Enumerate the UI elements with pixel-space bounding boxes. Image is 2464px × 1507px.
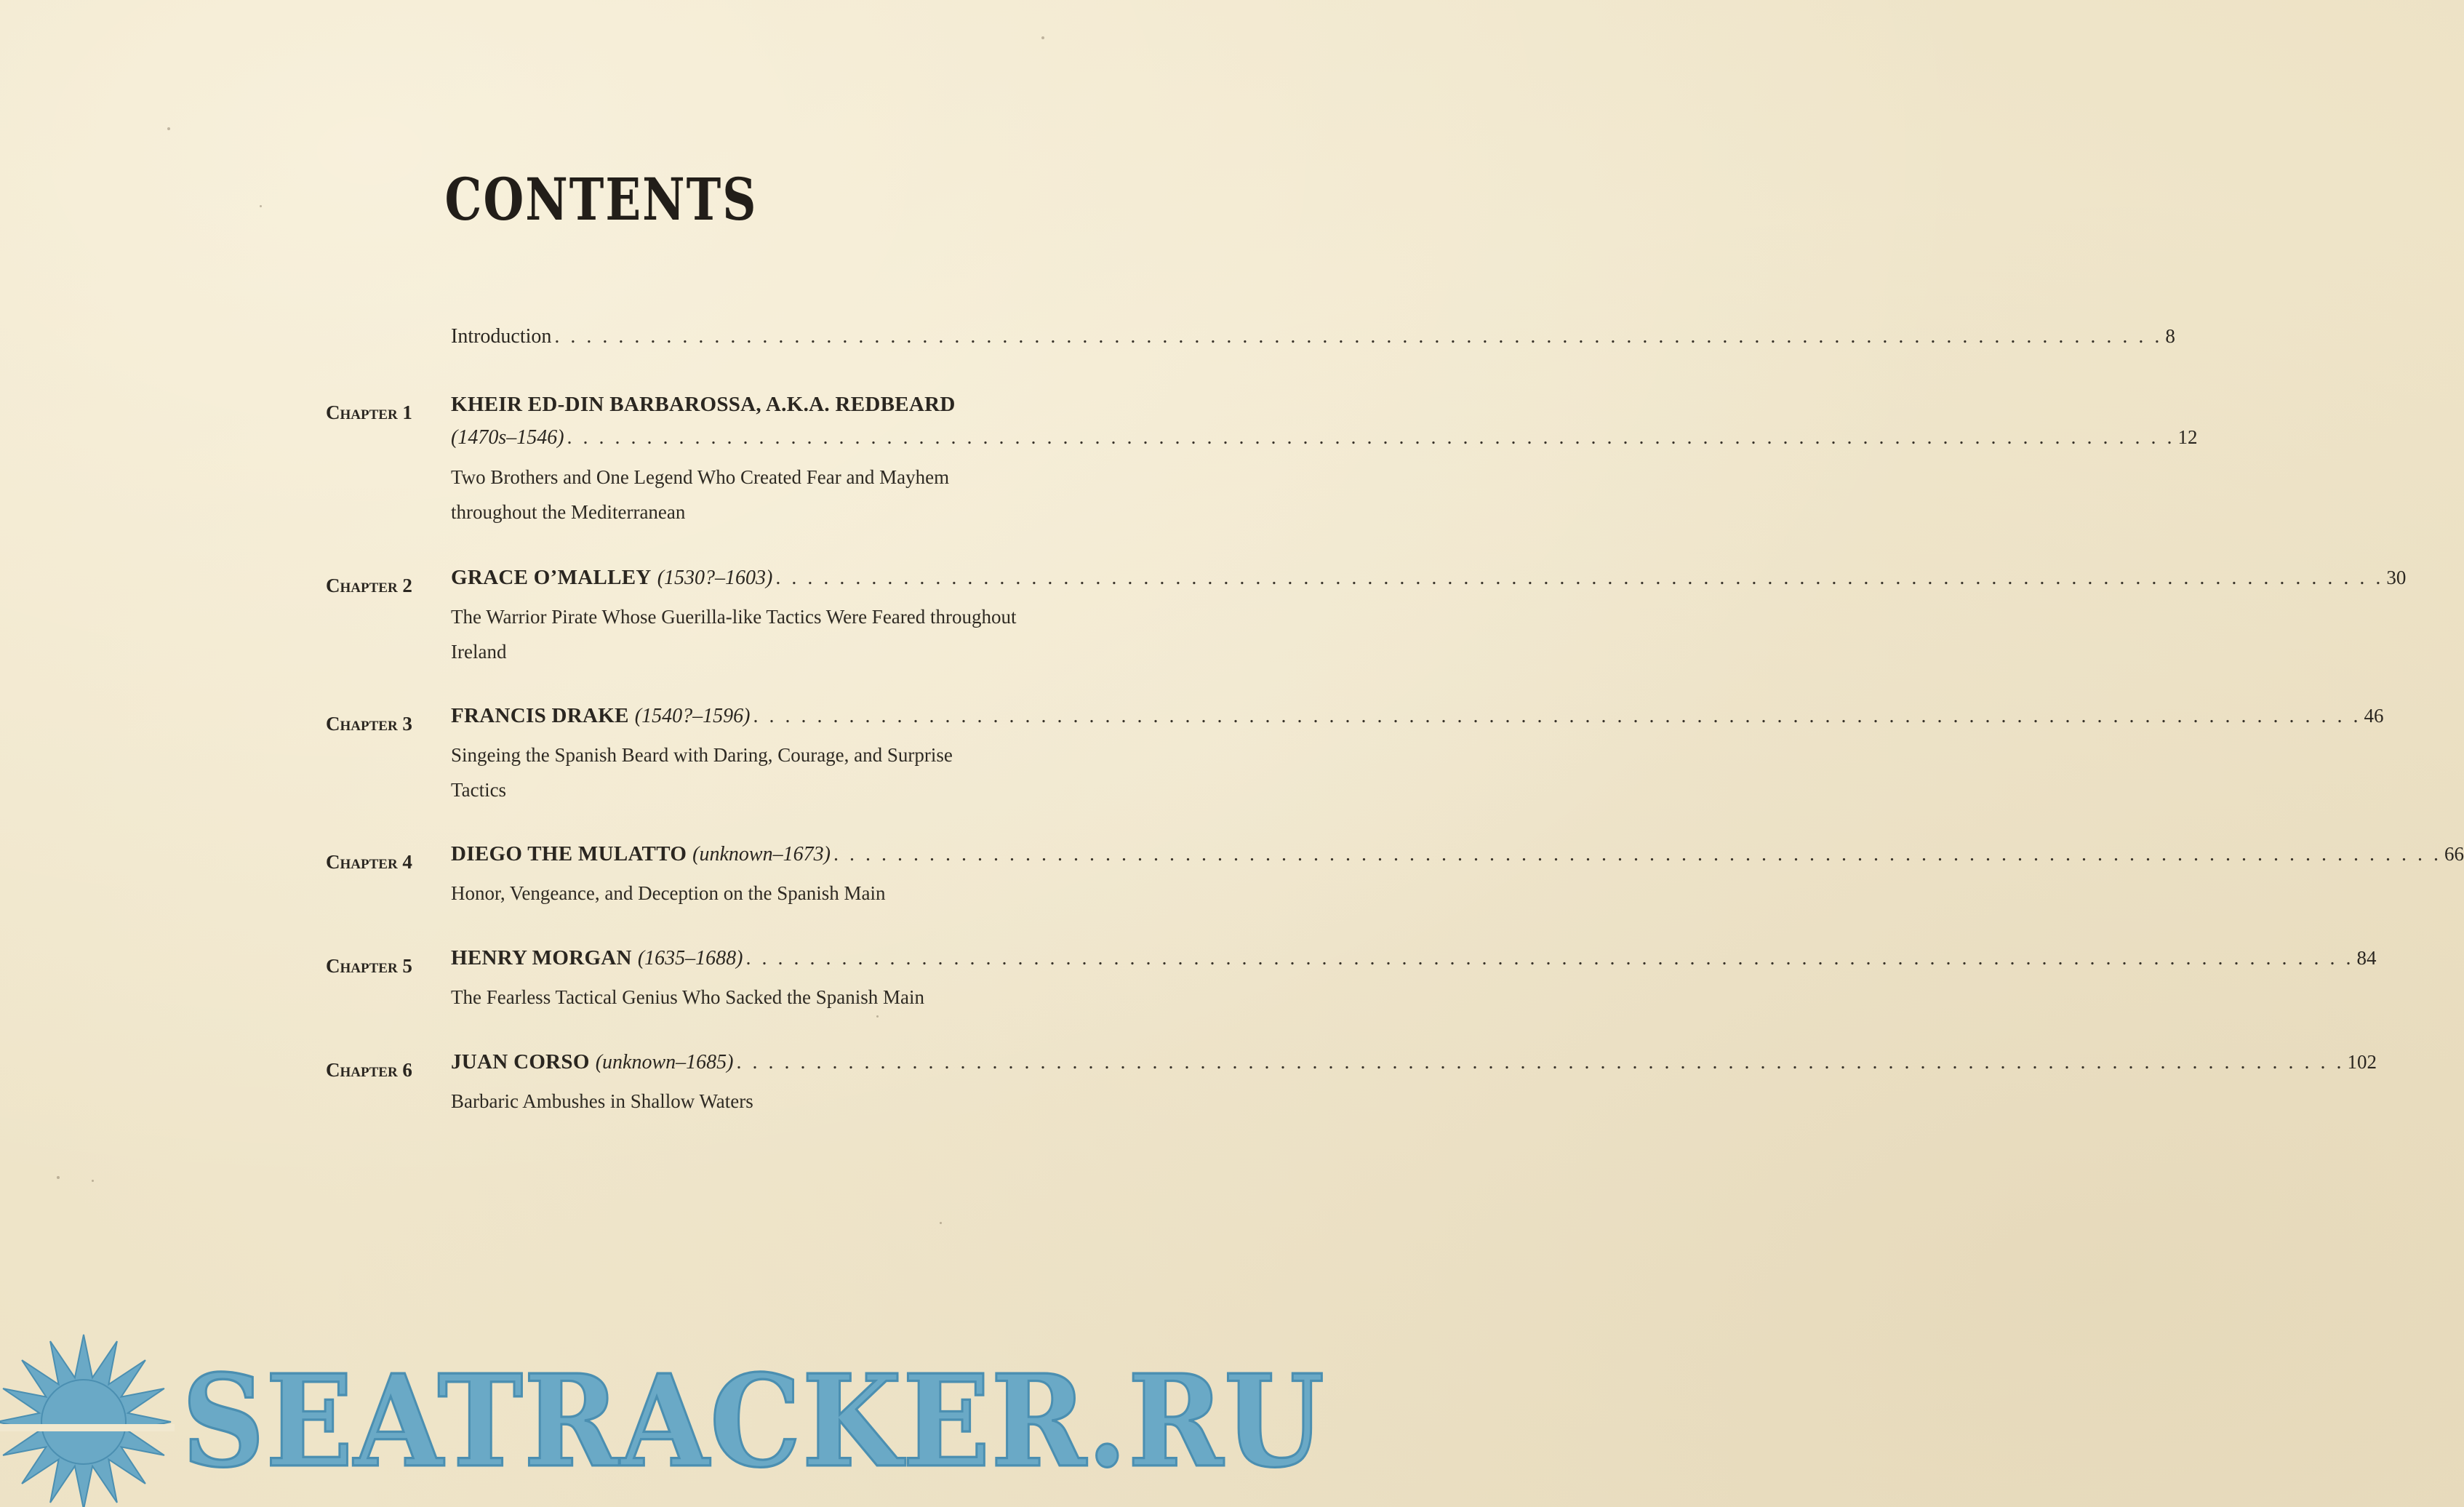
page-number: 12 (2177, 426, 2198, 448)
sunburst-band (0, 1424, 175, 1431)
dot-leader (736, 1051, 2344, 1074)
page-number: 102 (2347, 1051, 2377, 1073)
page-number: 84 (2356, 947, 2377, 969)
dot-leader (745, 947, 2353, 970)
chapter-label: Chapter 3 (326, 713, 412, 735)
toc-entry-chapter-6[interactable] (451, 1050, 2377, 1119)
chapter-description: Barbaric Ambushes in Shallow Waters (451, 1090, 753, 1112)
chapter-title: FRANCIS DRAKE (451, 704, 629, 727)
page-number: 8 (2165, 325, 2175, 347)
chapter-title: KHEIR ED-DIN BARBAROSSA, A.K.A. REDBEARD (451, 393, 956, 416)
toc-entry-chapter-5[interactable] (451, 946, 2377, 1015)
chapter-description: Two Brothers and One Legend Who Created Fear and Mayhem throughout the Mediterranean (451, 466, 950, 523)
paper-speck (940, 1222, 942, 1224)
page-number: 66 (2444, 843, 2464, 865)
chapter-title: GRACE O’MALLEY (451, 566, 652, 589)
page-number: 46 (2364, 705, 2384, 727)
chapter-dates: (1530?–1603) (657, 567, 773, 589)
page-title: CONTENTS (444, 166, 758, 234)
chapter-dates: (unknown–1673) (692, 843, 831, 866)
chapter-label: Chapter 2 (326, 575, 412, 596)
chapter-title: JUAN CORSO (451, 1050, 590, 1074)
chapter-dates: (1470s–1546) (451, 426, 564, 449)
chapter-title: HENRY MORGAN (451, 946, 632, 970)
toc-entry-chapter-4[interactable] (451, 842, 2464, 911)
entry-title: Introduction (451, 325, 552, 348)
chapter-description: The Warrior Pirate Whose Guerilla-like Tactics Were Feared throughout Ireland (451, 606, 1017, 663)
toc-entry-chapter-1[interactable] (451, 393, 2198, 529)
sunburst-icon (0, 1335, 171, 1507)
chapter-label: Chapter 1 (326, 401, 412, 423)
toc-entry-chapter-2[interactable] (451, 566, 2407, 669)
chapter-dates: (1540?–1596) (634, 705, 751, 727)
paper-speck (92, 1180, 94, 1182)
chapter-label: Chapter 4 (326, 851, 412, 873)
toc-entry-chapter-3[interactable] (451, 704, 2384, 807)
dot-leader (753, 705, 2361, 728)
chapter-description: The Fearless Tactical Genius Who Sacked the Spanish Main (451, 986, 924, 1008)
paper-speck (57, 1176, 60, 1179)
page-number: 30 (2386, 567, 2407, 588)
watermark-text: SEATRACKER.RU (182, 1348, 1325, 1496)
chapter-title: DIEGO THE MULATTO (451, 842, 687, 866)
chapter-description: Singeing the Spanish Beard with Daring, Courage, and Surprise Tactics (451, 744, 953, 801)
dot-leader (775, 567, 2383, 590)
dot-leader (554, 325, 2162, 348)
chapter-label: Chapter 5 (326, 955, 412, 977)
chapter-label: Chapter 6 (326, 1059, 412, 1081)
dot-leader (567, 426, 2175, 449)
chapter-dates: (unknown–1685) (595, 1051, 734, 1074)
dot-leader (833, 843, 2441, 866)
chapter-description: Honor, Vengeance, and Deception on the Spanish Main (451, 882, 886, 904)
chapter-dates: (1635–1688) (637, 947, 743, 970)
sunburst-core (41, 1380, 126, 1464)
toc-entry-introduction[interactable] (451, 325, 2175, 359)
